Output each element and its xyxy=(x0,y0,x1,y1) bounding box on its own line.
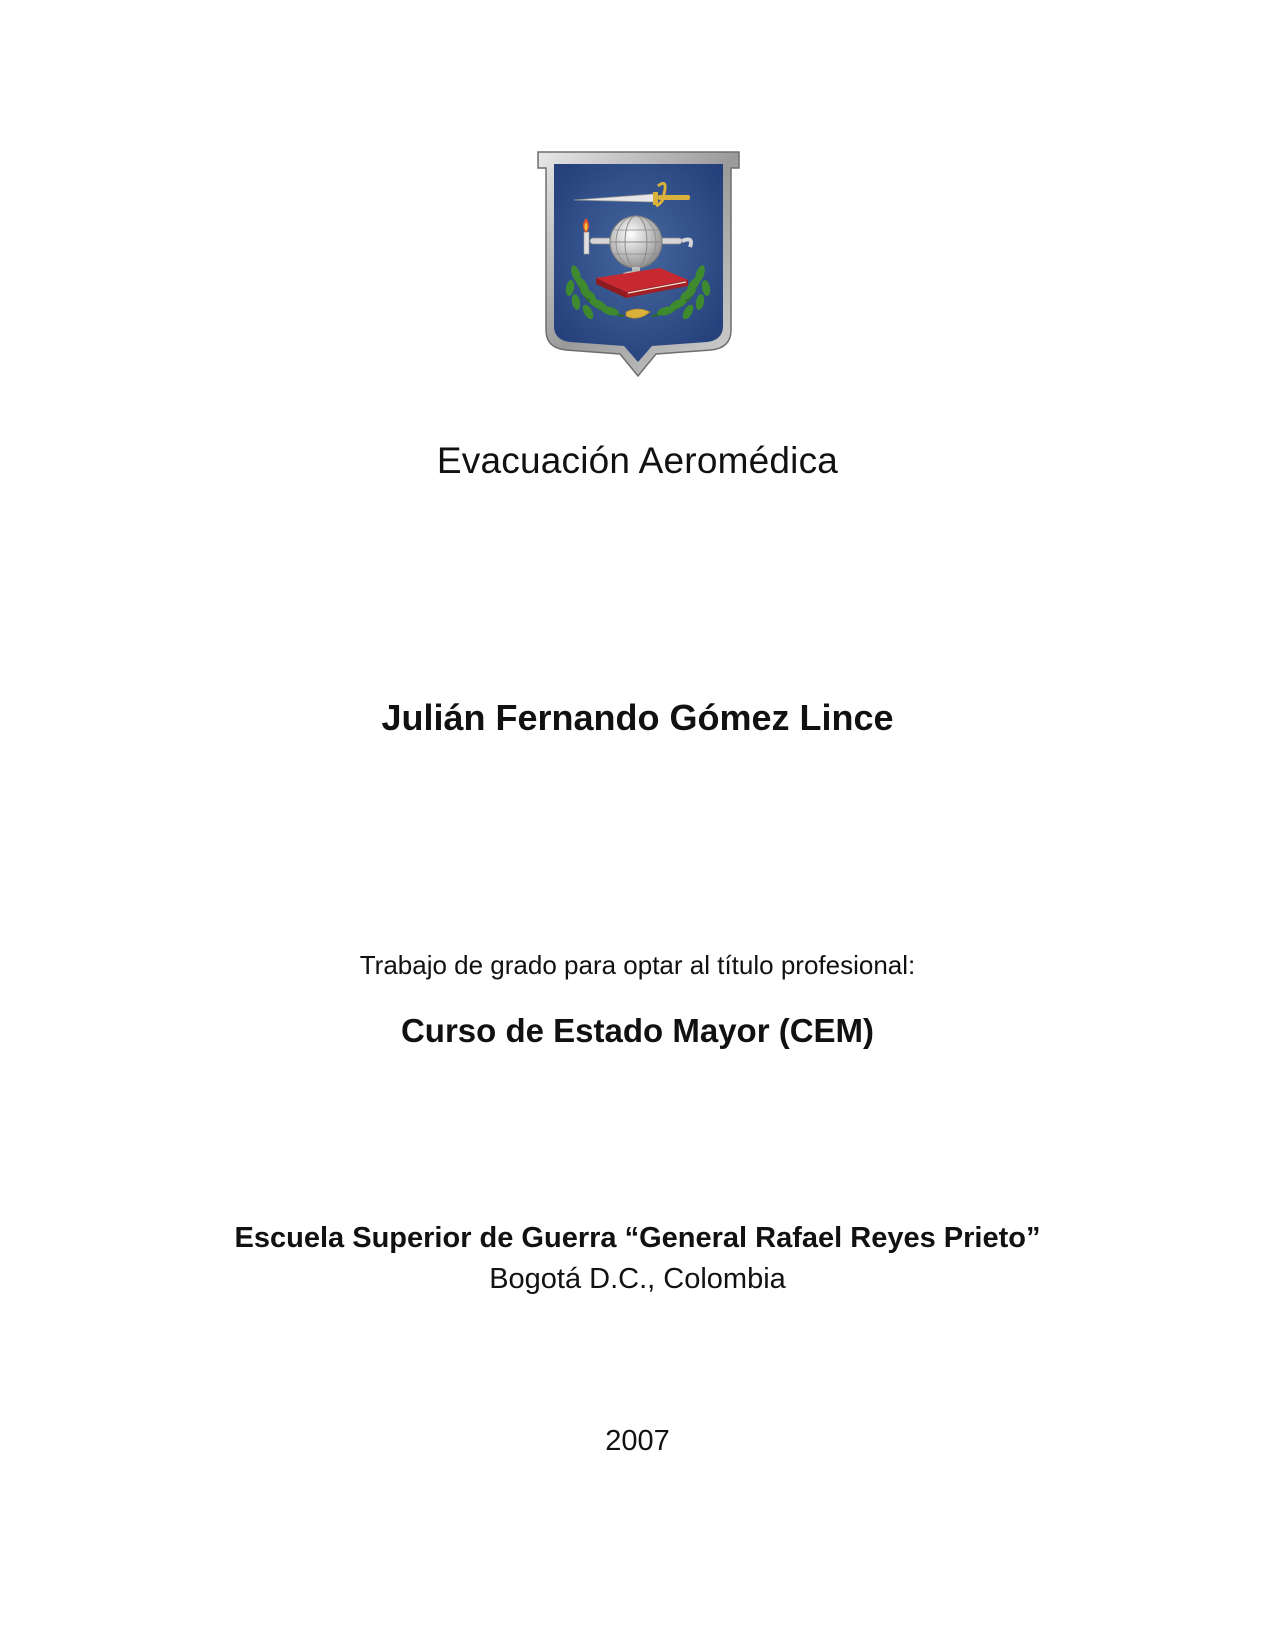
document-title: Evacuación Aeromédica xyxy=(436,440,839,481)
location: Bogotá D.C., Colombia xyxy=(489,1263,786,1295)
publication-year: 2007 xyxy=(605,1425,670,1457)
author-name: Julián Fernando Gómez Lince xyxy=(381,697,894,738)
course-name: Curso de Estado Mayor (CEM) xyxy=(400,1012,875,1049)
institutional-crest-icon xyxy=(536,150,741,378)
institution-name: Escuela Superior de Guerra “General Rafael Reyes Prieto” xyxy=(234,1222,1041,1254)
degree-intro: Trabajo de grado para optar al título profesional: xyxy=(359,950,916,980)
